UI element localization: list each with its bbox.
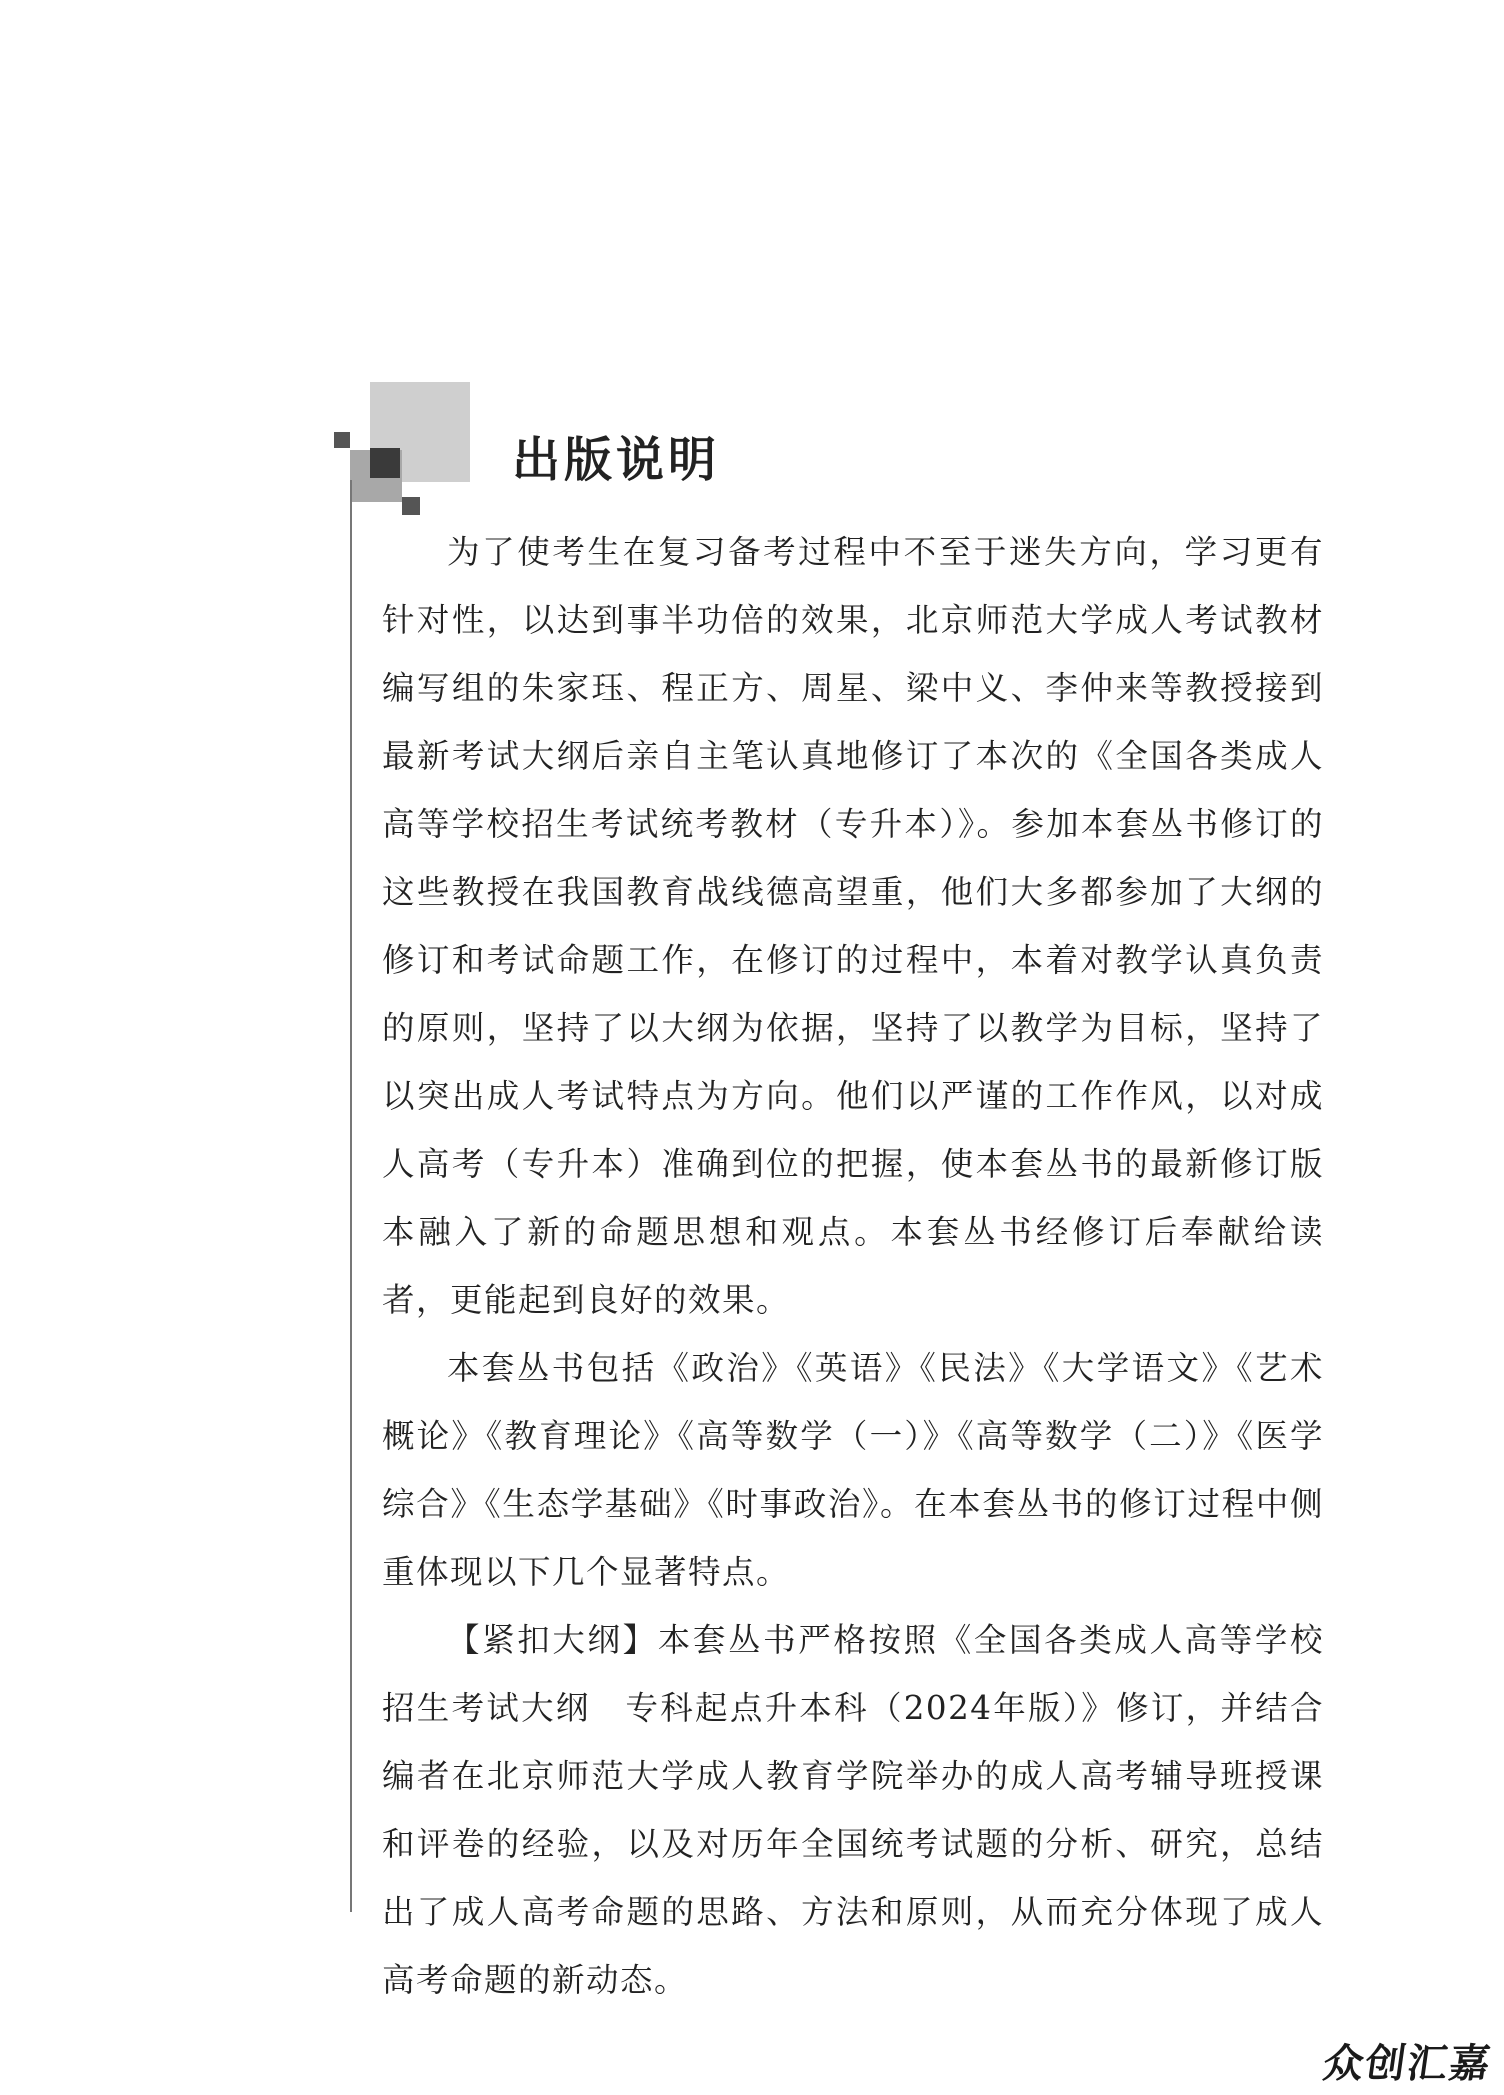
decorative-square-small	[334, 432, 350, 448]
margin-rule	[350, 480, 352, 1912]
watermark-logo: 众创汇嘉	[1320, 2041, 1495, 2087]
paragraph: 为了使考生在复习备考过程中不至于迷失方向，学习更有针对性，以达到事半功倍的效果，北京师范大学成人考试教材编写组的朱家珏、程正方、周星、梁中义、李仲来等教授接到最新考试大纲后亲自主笔认真地修订了本次的《全国各类成人高等学校招生考试统考教材（专升本）》。参加本套丛书修订的这些教授在我国教育战线德高望重，他们大多都参加了大纲的修订和考试命题工作，在修订的过程中，本着对教学认真负责的原则，坚持了以大纲为依据，坚持了以教学为目标，坚持了以突出成人考试特点为方向。他们以严谨的工作作风，以对成人高考（专升本）准确到位的把握，使本套丛书的最新修订版本融入了新的命题思想和观点。本套丛书经修订后奉献给读者，更能起到良好的效果。	[382, 533, 1324, 1319]
decorative-square-dark	[370, 448, 400, 478]
body-text	[382, 518, 1324, 2014]
decorative-square-small	[402, 497, 420, 515]
paragraph: 本套丛书包括《政治》《英语》《民法》《大学语文》《艺术概论》《教育理论》《高等数学（一）》《高等数学（二）》《医学综合》《生态学基础》《时事政治》。在本套丛书的修订过程中侧重体现以下几个显著特点。	[382, 1349, 1324, 1591]
paragraph: 【紧扣大纲】本套丛书严格按照《全国各类成人高等学校招生考试大纲 专科起点升本科（2024年版）》修订，并结合编者在北京师范大学成人教育学院举办的成人高考辅导班授课和评卷的经验，以及对历年全国统考试题的分析、研究，总结出了成人高考命题的思路、方法和原则，从而充分体现了成人高考命题的新动态。	[382, 1621, 1324, 1999]
page-title: 出版说明	[512, 432, 721, 488]
